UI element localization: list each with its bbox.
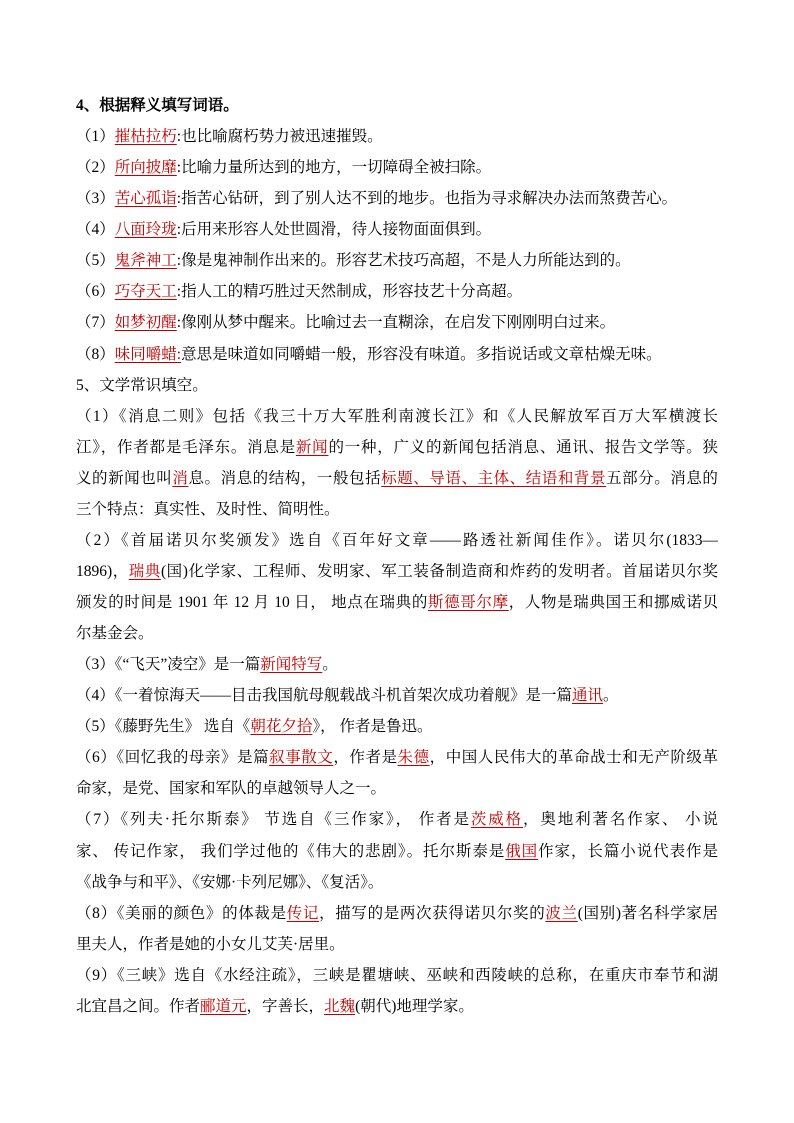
section5-item-4 [76, 680, 718, 711]
filled-answer: 俄国 [505, 842, 539, 860]
text-segment: 尔基金会。 [76, 625, 154, 643]
text-segment: ，描写的是两次获得诺贝尔奖的 [319, 904, 546, 922]
text-segment: 作家，长篇小说代表作是 [538, 842, 718, 860]
text-segment: 的一种，广义的新闻包括消息、通讯、报告文学等。狭 [328, 438, 718, 456]
filled-answer: 传记 [286, 904, 320, 922]
text-segment: 北宜昌之间。作者 [76, 997, 201, 1015]
text-segment: ，中国人民伟大的革命战士和无产阶级革 [429, 749, 718, 767]
section-5-items [76, 401, 718, 1022]
text-segment: （3）《“飞天”凌空》是一篇 [76, 656, 261, 674]
filled-answer: 波兰 [545, 904, 578, 922]
text-line [76, 276, 718, 307]
text-segment: 里夫人，作者是她的小女儿艾芙·居里。 [76, 935, 345, 953]
text-line [76, 245, 718, 276]
section5-item-9 [76, 960, 718, 1022]
text-line [76, 618, 718, 649]
section5-item-7 [76, 804, 718, 897]
document-body [76, 90, 718, 1022]
filled-answer: 朝花夕拾 [250, 718, 313, 736]
section5-item-1 [76, 401, 718, 525]
text-line [76, 183, 718, 214]
filled-answer: 新闻特写 [260, 656, 323, 674]
filled-answer: 北魏 [324, 997, 356, 1015]
text-line [76, 742, 718, 773]
text-segment: （6） [76, 283, 115, 301]
text-line [76, 836, 718, 867]
text-segment: （7）《列夫·托尔斯泰》 节选自《三作家》， 作者是 [76, 811, 471, 829]
text-segment: ，人物是瑞典国王和挪威诺贝 [508, 594, 718, 611]
filled-answer: 通讯 [572, 687, 604, 705]
text-line [76, 401, 718, 432]
section5-item-5 [76, 711, 718, 742]
filled-answer: 新闻 [295, 438, 329, 456]
text-segment: （8） [76, 345, 115, 363]
text-line [76, 649, 718, 680]
filled-answer: 巧夺天工 [114, 283, 177, 301]
text-line [76, 339, 718, 370]
section5-item-3 [76, 649, 718, 680]
text-line [76, 432, 718, 463]
text-segment: （2） [76, 159, 115, 177]
filled-answer: 茨威格 [470, 811, 523, 829]
section5-item-8 [76, 898, 718, 960]
text-segment: 《战争与和平》、《安娜·卡列尼娜》、《复活》。 [76, 873, 384, 891]
filled-answer: 斯德哥尔摩 [427, 594, 509, 611]
filled-answer: 鬼斧神工 [114, 252, 177, 270]
filled-answer: 标题、导语、主体、结语和背景 [381, 469, 607, 487]
text-segment: （8）《美丽的颜色》的体裁是 [76, 904, 287, 922]
text-segment: 。 [322, 656, 338, 674]
text-segment: 江》，作者都是毛泽东。消息是 [76, 438, 296, 456]
text-segment: （9）《三峡》选自《水经注疏》，三峡是瞿塘峡、巫峡和西陵峡的总称，在重庆市奉节和湖 [76, 966, 718, 984]
section4-item-5 [76, 245, 718, 276]
section5-item-2 [76, 525, 718, 649]
text-segment: :像是鬼神制作出来的。形容艺术技巧高超，不是人力所能达到的。 [176, 252, 631, 270]
text-line [76, 991, 718, 1022]
text-segment: 五部分。消息的 [606, 469, 718, 487]
text-line [76, 463, 718, 494]
text-line [76, 556, 718, 587]
section5-item-6 [76, 742, 718, 804]
text-segment: 三个特点：真实性、及时性、简明性。 [76, 500, 340, 518]
filled-answer: 如梦初醒 [114, 314, 177, 332]
text-segment: 命家，是党、国家和军队的卓越领导人之一。 [76, 780, 387, 798]
text-segment: 家、 传记作家， 我们学过他的《伟大的悲剧》。托尔斯泰是 [76, 842, 506, 860]
filled-answer: 朱德 [397, 749, 430, 767]
text-line [76, 587, 718, 618]
section4-item-6 [76, 276, 718, 307]
text-segment: 》， 作者是鲁迅。 [312, 718, 433, 736]
filled-answer: 所向披靡 [114, 159, 177, 177]
text-line [76, 867, 718, 898]
text-line [76, 494, 718, 525]
text-segment: :比喻力量所达到的地方，一切障碍全被扫除。 [176, 159, 492, 177]
text-segment: ，作者是 [333, 749, 398, 767]
filled-answer: 瑞典 [128, 562, 161, 580]
text-segment: （7） [76, 314, 115, 332]
text-segment: (国别)著名科学家居 [577, 904, 718, 922]
text-segment: :像刚从梦中醒来。比喻过去一直糊涂，在启发下刚刚明白过来。 [176, 314, 616, 332]
text-segment: ，字善长， [246, 997, 325, 1015]
text-segment: (国)化学家、工程师、发明家、军工装备制造商和炸药的发明者。首届诺贝尔奖 [160, 562, 718, 580]
section4-item-3 [76, 183, 718, 214]
section4-item-7 [76, 307, 718, 338]
text-segment: （3） [76, 190, 115, 208]
text-segment: 1896)， [76, 562, 129, 580]
filled-answer: 郦道元 [200, 997, 247, 1015]
text-segment: :指苦心钻研，到了别人达不到的地步。也指为寻求解决办法而煞费苦心。 [176, 190, 678, 208]
filled-answer: 八面玲珑 [114, 221, 177, 239]
text-segment: 义的新闻也叫 [76, 469, 173, 487]
text-segment: （2）《首届诺贝尔奖颁发》选自《百年好文章——路透社新闻佳作》。诺贝尔(1833— [76, 531, 718, 549]
filled-answer: 叙事散文 [269, 749, 334, 767]
text-line [76, 525, 718, 556]
text-segment: 。 [603, 687, 619, 705]
text-segment: :指人工的精巧胜过天然制成，形容技艺十分高超。 [176, 283, 523, 301]
text-segment: :也比喻腐朽势力被迅速摧毁。 [176, 128, 383, 146]
text-segment: （1） [76, 128, 115, 146]
text-line [76, 711, 718, 742]
text-segment: （5）《藤野先生》 选自《 [76, 718, 251, 736]
text-line [76, 152, 718, 183]
section4-item-4 [76, 214, 718, 245]
text-segment: （4） [76, 221, 115, 239]
text-segment: 颁发的时间是 1901 年 12 月 10 日， 地点在瑞典的 [76, 594, 428, 611]
text-line [76, 929, 718, 960]
text-segment: 意思是味道如同嚼蜡一般，形容没有味道。多指说话或文章枯燥无味。 [181, 345, 662, 363]
text-line [76, 898, 718, 929]
text-line [76, 214, 718, 245]
section4-item-2 [76, 152, 718, 183]
section4-item-1 [76, 121, 718, 152]
section-4-items [76, 121, 718, 370]
section-4-heading: 4、根据释义填写词语。 [76, 97, 239, 114]
text-segment: ，奥地利著名作家、 小说 [523, 811, 718, 829]
text-line [76, 773, 718, 804]
filled-answer: 摧枯拉朽 [114, 128, 177, 146]
text-line [76, 307, 718, 338]
section-5-heading: 5、文学常识填空。 [76, 376, 208, 394]
text-segment: 息。消息的结构，一般包括 [188, 469, 382, 487]
text-segment: (朝代)地理学家。 [355, 997, 474, 1015]
text-segment: （1）《消息二则》包括《我三十万大军胜利南渡长江》和《人民解放军百万大军横渡长 [76, 407, 718, 425]
text-segment: （4）《一着惊海天——目击我国航母舰载战斗机首架次成功着舰》是一篇 [76, 687, 573, 705]
text-line [76, 804, 718, 835]
filled-answer: 味同嚼蜡: [114, 345, 182, 363]
filled-answer: 苦心孤诣 [114, 190, 177, 208]
text-line [76, 960, 718, 991]
filled-answer: 消 [172, 469, 189, 487]
text-segment: （6）《回忆我的母亲》是篇 [76, 749, 270, 767]
text-segment: :后用来形容人处世圆滑，待人接物面面俱到。 [176, 221, 492, 239]
text-line [76, 680, 718, 711]
text-line [76, 121, 718, 152]
text-segment: （5） [76, 252, 115, 270]
section4-item-8 [76, 339, 718, 370]
